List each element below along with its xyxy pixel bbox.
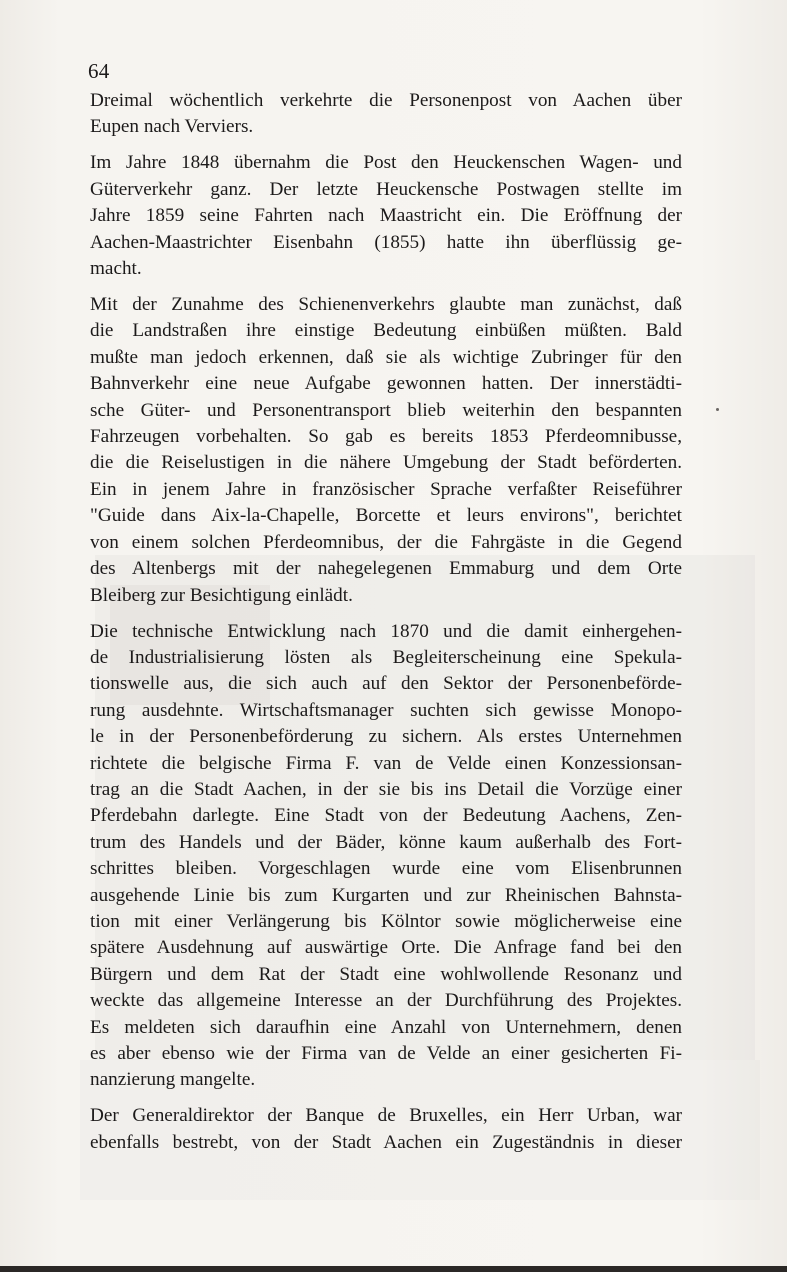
text-line: Es meldeten sich daraufhin eine Anzahl von Unternehmern, denen [90, 1016, 682, 1038]
text-line: sche Güter- und Personentransport blieb weiterhin den bespannten [90, 399, 682, 421]
text-line: Fahrzeugen vorbehalten. So gab es bereits 1853 Pferdeomnibusse, [90, 426, 682, 448]
paragraph [90, 619, 682, 1094]
text-line: macht. [90, 258, 142, 280]
paragraph [90, 1103, 682, 1156]
text-line: Bürgern und dem Rat der Stadt eine wohlwollende Resonanz und [90, 963, 682, 985]
page-number: 64 [88, 59, 110, 83]
text-line: Die technische Entwicklung nach 1870 und die damit einhergehen- [90, 620, 682, 642]
text-line: spätere Ausdehnung auf auswärtige Orte. Die Anfrage fand bei den [90, 937, 682, 959]
text-line: de Industrialisierung lösten als Begleiterscheinung eine Spekula- [90, 646, 682, 668]
text-line: Dreimal wöchentlich verkehrte die Personenpost von Aachen über [90, 90, 682, 111]
text-line: von einem solchen Pferdeomnibus, der die Fahrgäste in die Gegend [90, 531, 682, 553]
text-line: mußte man jedoch erkennen, daß sie als wichtige Zubringer für den [90, 346, 682, 368]
text-line: ausgehende Linie bis zum Kurgarten und zur Rheinischen Bahnsta- [90, 884, 682, 906]
text-line: trum des Handels und der Bäder, könne kaum außerhalb des Fort- [90, 831, 682, 853]
text-line: richtete die belgische Firma F. van de Velde einen Konzessionsan- [90, 752, 682, 774]
body-text [90, 88, 682, 1166]
paragraph [90, 150, 682, 282]
text-line: schrittes bleiben. Vorgeschlagen wurde eine vom Elisenbrunnen [90, 858, 682, 880]
text-line: Mit der Zunahme des Schienenverkehrs glaubte man zunächst, daß [90, 294, 682, 316]
text-line: Bleiberg zur Besichtigung einlädt. [90, 584, 353, 606]
text-line: Der Generaldirektor der Banque de Bruxelles, ein Herr Urban, war [90, 1105, 682, 1127]
text-line: nanzierung mangelte. [90, 1069, 256, 1091]
text-line: Aachen-Maastrichter Eisenbahn (1855) hatte ihn überflüssig ge- [90, 231, 682, 253]
text-line: le in der Personenbeförderung zu sichern. Als erstes Unternehmen [90, 726, 682, 748]
text-line: es aber ebenso wie der Firma van de Velde an einer gesicherten Fi- [90, 1043, 682, 1064]
text-line: Im Jahre 1848 übernahm die Post den Heuckenschen Wagen- und [90, 152, 682, 174]
text-line: des Altenbergs mit der nahegelegenen Emmaburg und dem Orte [90, 558, 682, 580]
bottom-edge-shadow [0, 1266, 787, 1272]
text-line: Ein in jenem Jahre in französischer Sprache verfaßter Reiseführer [90, 478, 682, 500]
text-line: tionswelle aus, die sich auch auf den Sektor der Personenbeförde- [90, 673, 682, 695]
paragraph [90, 292, 682, 609]
text-line: die die Reiselustigen in die nähere Umgebung der Stadt beförderten. [90, 452, 682, 474]
paragraph [90, 88, 682, 141]
text-line: Güterverkehr ganz. Der letzte Heuckensche Postwagen stellte im [90, 178, 682, 200]
text-line: Bahnverkehr eine neue Aufgabe gewonnen hatten. Der innerstädti- [90, 373, 682, 395]
text-line: weckte das allgemeine Interesse an der Durchführung des Projektes. [90, 990, 682, 1012]
text-line: die Landstraßen ihre einstige Bedeutung einbüßen müßten. Bald [90, 320, 682, 342]
text-line: ebenfalls bestrebt, von der Stadt Aachen ein Zugeständnis in dieser [90, 1131, 682, 1153]
print-speck [716, 408, 719, 411]
text-line: rung ausdehnte. Wirtschaftsmanager suchten sich gewisse Monopo- [90, 699, 682, 721]
text-line: Eupen nach Verviers. [90, 116, 254, 138]
text-line: trag an die Stadt Aachen, in der sie bis ins Detail die Vorzüge einer [90, 778, 682, 800]
text-line: tion mit einer Verlängerung bis Kölntor sowie möglicherweise eine [90, 910, 682, 932]
text-line: Jahre 1859 seine Fahrten nach Maastricht ein. Die Eröffnung der [90, 205, 682, 227]
text-line: "Guide dans Aix-la-Chapelle, Borcette et leurs environs", berichtet [90, 505, 682, 527]
text-line: Pferdebahn darlegte. Eine Stadt von der Bedeutung Aachens, Zen- [90, 805, 682, 827]
